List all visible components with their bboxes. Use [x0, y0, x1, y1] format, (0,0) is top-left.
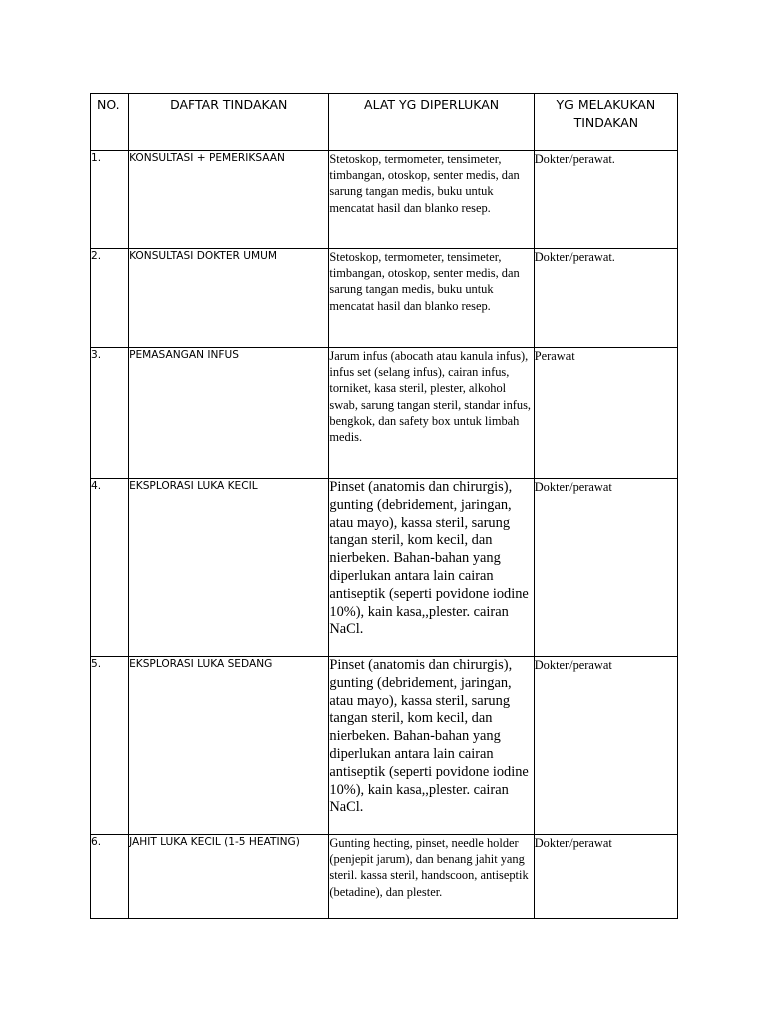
action-cell: KONSULTASI + PEMERIKSAAN	[129, 151, 329, 249]
action-cell: EKSPLORASI LUKA KECIL	[129, 479, 329, 657]
performer-cell: Dokter/perawat.	[534, 151, 677, 249]
tools-cell: Gunting hecting, pinset, needle holder (penjepit jarum), dan benang jahit yang steril. kassa steril, handscoon, antiseptik (betadine), dan plester.	[329, 835, 534, 919]
row-number: 3.	[91, 348, 129, 479]
header-action: DAFTAR TINDAKAN	[129, 94, 329, 151]
tools-cell: Jarum infus (abocath atau kanula infus), infus set (selang infus), cairan infus, torniket, kasa steril, plester, alkohol swab, sarung tangan steril, standar infus, bengkok, dan safety box untuk limbah medis.	[329, 348, 534, 479]
table-row	[91, 479, 678, 657]
tools-cell: Stetoskop, termometer, tensimeter, timbangan, otoskop, senter medis, dan sarung tangan medis, buku untuk mencatat hasil dan blanko resep.	[329, 249, 534, 348]
action-cell: EKSPLORASI LUKA SEDANG	[129, 657, 329, 835]
row-number: 2.	[91, 249, 129, 348]
performer-cell: Dokter/perawat	[534, 657, 677, 835]
table-row	[91, 657, 678, 835]
table-row	[91, 348, 678, 479]
header-performer: YG MELAKUKAN TINDAKAN	[534, 94, 677, 151]
performer-cell: Dokter/perawat	[534, 479, 677, 657]
table-row	[91, 151, 678, 249]
table-header-row	[91, 94, 678, 151]
row-number: 4.	[91, 479, 129, 657]
table-row	[91, 835, 678, 919]
performer-cell: Dokter/perawat	[534, 835, 677, 919]
action-cell: KONSULTASI DOKTER UMUM	[129, 249, 329, 348]
action-cell: PEMASANGAN INFUS	[129, 348, 329, 479]
tools-cell: Stetoskop, termometer, tensimeter, timbangan, otoskop, senter medis, dan sarung tangan medis, buku untuk mencatat hasil dan blanko resep.	[329, 151, 534, 249]
header-no: NO.	[91, 94, 129, 151]
action-cell: JAHIT LUKA KECIL (1-5 HEATING)	[129, 835, 329, 919]
table-row	[91, 249, 678, 348]
performer-cell: Perawat	[534, 348, 677, 479]
header-tools: ALAT YG DIPERLUKAN	[329, 94, 534, 151]
row-number: 1.	[91, 151, 129, 249]
row-number: 6.	[91, 835, 129, 919]
row-number: 5.	[91, 657, 129, 835]
tools-cell: Pinset (anatomis dan chirurgis), gunting (debridement, jaringan, atau mayo), kassa steril, sarung tangan steril, kom kecil, dan nierbeken. Bahan-bahan yang diperlukan antara lain cairan antiseptik (seperti povidone iodine 10%), kain kasa,,plester. cairan NaCl.	[329, 479, 534, 657]
tools-cell: Pinset (anatomis dan chirurgis), gunting (debridement, jaringan, atau mayo), kassa steril, sarung tangan steril, kom kecil, dan nierbeken. Bahan-bahan yang diperlukan antara lain cairan antiseptik (seperti povidone iodine 10%), kain kasa,,plester. cairan NaCl.	[329, 657, 534, 835]
procedure-table	[90, 93, 678, 919]
performer-cell: Dokter/perawat.	[534, 249, 677, 348]
